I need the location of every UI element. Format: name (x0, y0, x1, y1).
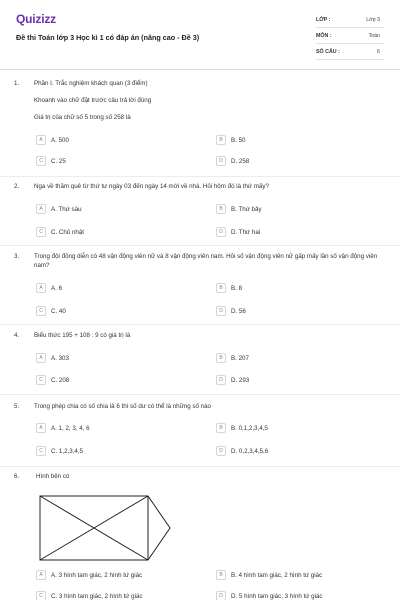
option-text: B. 207 (231, 354, 249, 362)
option-letter-box: A (36, 353, 46, 363)
option-letter-box: C (36, 156, 46, 166)
option-c[interactable] (36, 306, 66, 316)
option-a[interactable] (36, 283, 62, 293)
option-text: D. 56 (231, 307, 246, 315)
question-5 (14, 403, 386, 458)
option-letter-box: D (216, 227, 226, 237)
option-b[interactable] (216, 283, 242, 293)
question-number: 3. (14, 253, 20, 260)
question-text: Biểu thức 195 + 108 : 9 có giá trị là (34, 332, 131, 339)
option-text: C. Chủ nhật (51, 228, 85, 236)
question-text: Nga về thăm quê từ thứ tư ngày 03 đến ngày 14 mới về nhà. Hỏi hôm đó là thứ mấy? (34, 183, 269, 190)
option-text: A. 6 (51, 284, 63, 292)
option-text: D. 5 hình tam giác, 3 hình tứ giác (231, 592, 323, 600)
option-text: C. 208 (51, 376, 70, 384)
option-letter-box: A (36, 423, 46, 433)
meta-value: Toán (368, 32, 380, 39)
option-letter-box: B (216, 283, 226, 293)
figure-outline (40, 496, 170, 560)
option-text: D. 258 (231, 157, 250, 165)
question-number: 6. (14, 473, 20, 480)
option-c[interactable] (36, 375, 69, 385)
question-3 (14, 253, 386, 318)
meta-label: LỚP : (316, 16, 331, 23)
option-text: C. 25 (51, 157, 66, 165)
option-letter-box: B (216, 135, 226, 145)
option-letter-box: D (216, 156, 226, 166)
worksheet-title: Đề thi Toán lớp 3 Học kì 1 có đáp án (nâng cao - Đề 3) (16, 33, 200, 42)
option-text: A. 500 (51, 136, 69, 144)
option-letter-box: A (36, 135, 46, 145)
option-d[interactable] (216, 446, 268, 456)
option-b[interactable] (216, 135, 245, 145)
option-text: B. 50 (231, 136, 246, 144)
option-text: A. 3 hình tam giác, 2 hình tứ giác (51, 571, 143, 579)
question-prompt: Giá trị của chữ số 5 trong số 258 là (34, 114, 131, 121)
option-c[interactable] (36, 446, 83, 456)
question-divider (0, 176, 400, 177)
worksheet-meta (316, 12, 384, 60)
option-text: A. 303 (51, 354, 69, 362)
option-a[interactable] (36, 135, 69, 145)
option-letter-box: D (216, 306, 226, 316)
option-letter-box: C (36, 591, 46, 600)
option-letter-box: B (216, 570, 226, 580)
question-number: 1. (14, 80, 20, 87)
meta-value: 6 (377, 48, 380, 55)
meta-row-grade (316, 12, 384, 28)
question-text: Hình bên có (36, 473, 70, 480)
option-letter-box: B (216, 353, 226, 363)
option-text: B. Thứ bảy (231, 205, 262, 213)
option-letter-box: D (216, 446, 226, 456)
question-number: 5. (14, 403, 20, 410)
option-text: D. Thứ hai (231, 228, 261, 236)
worksheet-header (0, 0, 400, 70)
option-a[interactable] (36, 423, 90, 433)
option-text: D. 293 (231, 376, 250, 384)
option-d[interactable] (216, 375, 249, 385)
question-divider (0, 245, 400, 246)
question-4 (14, 332, 386, 387)
option-text: B. 0,1,2,3,4,5 (231, 424, 268, 432)
option-b[interactable] (216, 570, 322, 580)
question-divider (0, 394, 400, 395)
meta-value: Lớp 3 (366, 16, 380, 23)
option-text: C. 3 hình tam giác, 2 hình tứ giác (51, 592, 143, 600)
option-letter-box: B (216, 204, 226, 214)
option-text: B. 4 hình tam giác, 2 hình tứ giác (231, 571, 323, 579)
geometry-figure (36, 494, 176, 564)
option-letter-box: C (36, 227, 46, 237)
option-letter-box: A (36, 570, 46, 580)
option-d[interactable] (216, 156, 249, 166)
question-divider (0, 466, 400, 467)
question-2 (14, 183, 386, 238)
option-a[interactable] (36, 353, 69, 363)
option-text: A. 1, 2, 3, 4, 6 (51, 424, 90, 432)
option-letter-box: C (36, 306, 46, 316)
option-c[interactable] (36, 227, 84, 237)
option-b[interactable] (216, 353, 249, 363)
option-letter-box: D (216, 375, 226, 385)
question-number: 4. (14, 332, 20, 339)
question-text: Trong phép chia có số chia là 6 thì số dư có thể là những số nào (34, 403, 211, 410)
meta-row-question-count (316, 44, 384, 60)
option-text: C. 1,2,3,4,5 (51, 447, 83, 455)
option-letter-box: A (36, 204, 46, 214)
option-text: B. 8 (231, 284, 243, 292)
option-a[interactable] (36, 570, 142, 580)
option-text: C. 40 (51, 307, 66, 315)
option-b[interactable] (216, 423, 268, 433)
option-a[interactable] (36, 204, 82, 214)
option-c[interactable] (36, 591, 143, 600)
option-letter-box: A (36, 283, 46, 293)
quizizz-logo: Quizizz (16, 12, 56, 26)
option-text: D. 0,2,3,4,5,6 (231, 447, 269, 455)
meta-label: MÔN : (316, 32, 332, 39)
question-text: Trong đội đồng diễn có 48 vận động viên nữ và 8 vận động viên nam. Hỏi số vận động viên nữ gấp mấy lần số vận động viên nam? (34, 253, 378, 269)
option-b[interactable] (216, 204, 262, 214)
question-divider (0, 324, 400, 325)
question-instruction: Khoanh vào chữ đặt trước câu trả lời đúng (34, 97, 152, 104)
option-letter-box: C (36, 375, 46, 385)
meta-label: SỐ CÂU : (316, 48, 340, 55)
option-letter-box: C (36, 446, 46, 456)
option-d[interactable] (216, 306, 246, 316)
option-text: A. Thứ sáu (51, 205, 82, 213)
option-letter-box: D (216, 591, 226, 600)
option-letter-box: B (216, 423, 226, 433)
question-number: 2. (14, 183, 20, 190)
option-d[interactable] (216, 227, 260, 237)
option-c[interactable] (36, 156, 66, 166)
option-d[interactable] (216, 591, 323, 600)
question-text: Phần I. Trắc nghiệm khách quan (3 điểm) (34, 80, 148, 87)
question-1 (14, 80, 386, 170)
meta-row-subject (316, 28, 384, 44)
